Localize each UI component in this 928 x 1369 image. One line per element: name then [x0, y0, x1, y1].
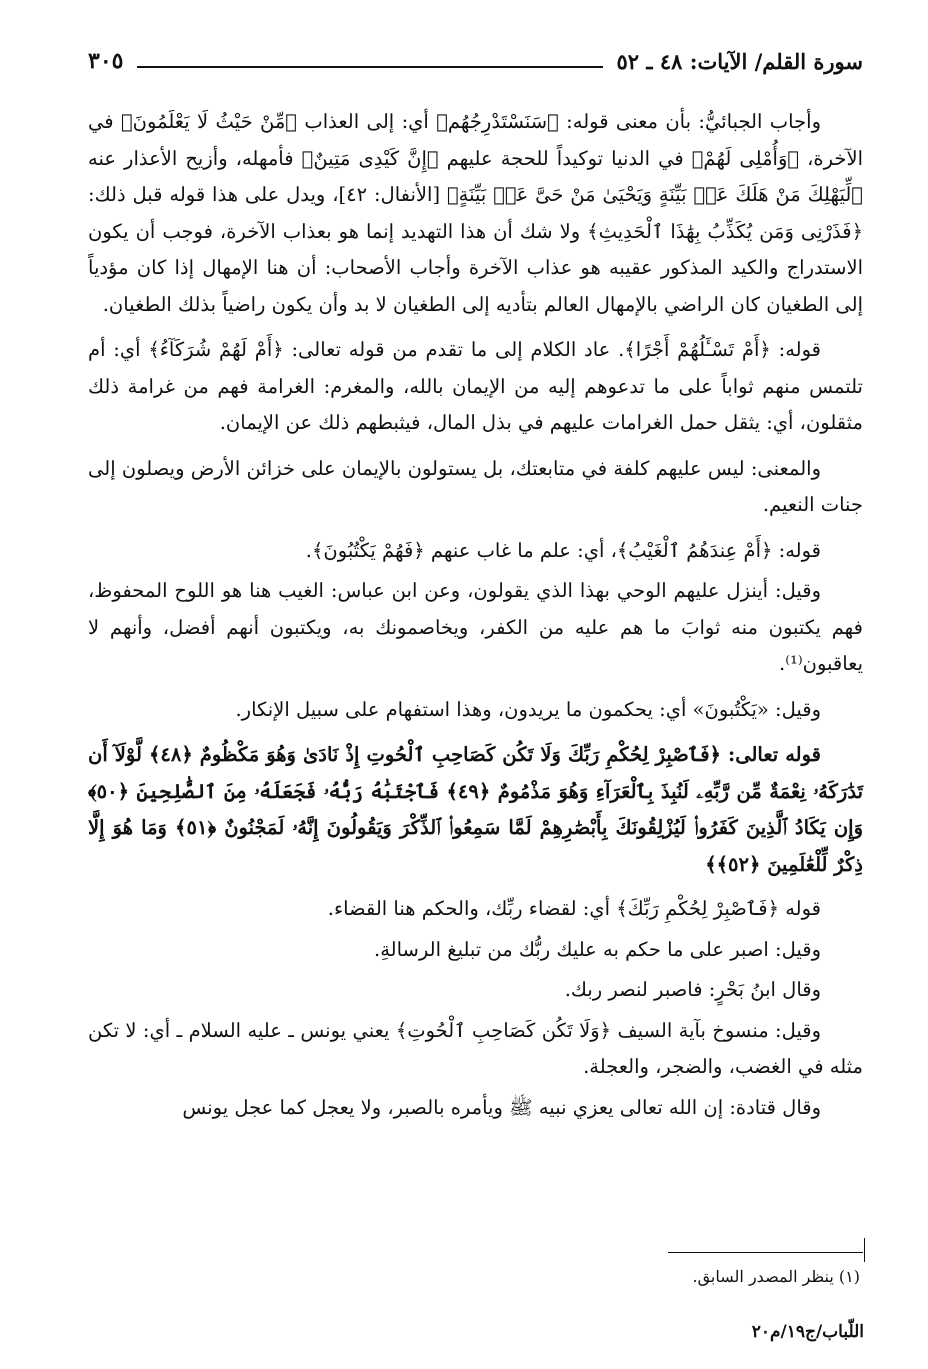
main-text — [88, 104, 863, 1130]
paragraph-6: وقيل: «يَكْتُبونَ» أي: يحكمون ما يريدون، وهذا استفهام على سبيل الإنكار. — [235, 697, 821, 721]
footnote-rule — [668, 1252, 863, 1253]
quran-verse-block: قوله تعالى: ﴿فَٱصْبِرْ لِحُكْمِ رَبِّكَ وَلَا تَكُن كَصَاحِبِ ٱلْحُوتِ إِذْ نَادَىٰ وَهُوَ مَكْظُومٌ ﴿٤٨﴾ لَّوْلَآ أَن تَدَٰرَكَهُۥ نِعْمَةٌ مِّن رَّبِّهِۦ لَنُبِذَ بِٱلْعَرَآءِ وَهُوَ مَذْمُومٌ ﴿٤٩﴾ فَٱجْتَبَٰهُ رَبُّهُۥ فَجَعَلَهُۥ مِنَ ٱلصَّٰلِحِينَ ﴿٥٠﴾ وَإِن يَكَادُ ٱلَّذِينَ كَفَرُوا۟ لَيُزْلِقُونَكَ بِأَبْصَٰرِهِمْ لَمَّا سَمِعُوا۟ ٱلذِّكْرَ وَيَقُولُونَ إِنَّهُۥ لَمَجْنُونٌ ﴿٥١﴾ وَمَا هُوَ إِلَّا ذِكْرٌ لِّلْعَٰلَمِينَ ﴿٥٢﴾﴾ — [88, 743, 863, 876]
paragraph-5: وقيل: أينزل عليهم الوحي بهذا الذي يقولون، وعن ابن عباس: الغيب هنا هو اللوح المحفوظ، فهم يكتبون منه ثوابَ ما هم عليه من الكفر، ويخاصمونك به، ويكتبون أنهم أفضل، وأنهم لا يعاقبون⁽¹⁾. — [88, 579, 863, 675]
paragraph-3: والمعنى: ليس عليهم كلفة في متابعتك، بل يستولون بالإيمان على خزائن الأرض ويصلون إلى جنات النعيم. — [88, 456, 863, 516]
printer-signature: اللّباب/ج١٩/م٢٠ — [751, 1322, 864, 1342]
paragraph-1: وأجاب الجبائيُّ: بأن معنى قوله: ﴿سَنَسْتَدْرِجُهُم﴾ أي: إلى العذاب ﴿مِّنْ حَيْثُ لَا يَعْلَمُونَ﴾ في الآخرة، ﴿وَأُمْلِى لَهُمْ﴾ في الدنيا توكيداً للحجة عليهم ﴿إِنَّ كَيْدِى مَتِينٌ﴾ فأمهله، وأزيح الأعذار عنه ﴿لِّيَهْلِكَ مَنْ هَلَكَ عَنۢ بَيِّنَةٍ وَيَحْيَىٰ مَنْ حَىَّ عَنۢ بَيِّنَةٍ﴾ [الأنفال: ٤٢]، ويدل على هذا قوله قبل ذلك: ﴿فَذَرْنِى وَمَن يُكَذِّبُ بِهَٰذَا ٱلْحَدِيثِ﴾ ولا شك أن هذا التهديد إنما هو بعذاب الآخرة، فوجب أن يكون الاستدراج والكيد المذكور عقيبه هو عذاب الآخرة وأجاب الأصحاب: أن هنا الإمهال إذا كان مؤدياً إلى الطغيان كان الراضي بالإمهال العالم بتأديه إلى الطغيان لا بد وأن يكون راضياً بذلك الطغيان. — [88, 110, 864, 316]
footnote-rule-tick — [864, 1238, 865, 1262]
paragraph-4: قوله: ﴿أَمْ عِندَهُمُ ٱلْغَيْبُ﴾، أي: علم ما غاب عنهم ﴿فَهُمْ يَكْتُبُونَ﴾. — [305, 538, 821, 562]
paragraph-7: قوله ﴿فَٱصْبِرْ لِحُكْمِ رَبِّكَ﴾ أي: لقضاء ربِّك، والحكم هنا القضاء. — [327, 897, 821, 920]
paragraph-11: وقال قتادة: إن الله تعالى يعزي نبيه ﷺ ويأمره بالصبر، ولا يعجل كما عجل يونس — [182, 1095, 821, 1119]
paragraph-8: وقيل: اصبر على ما حكم به عليك ربُّك من تبليغ الرسالةِ. — [374, 937, 821, 961]
page-number: ٣٠٥ — [88, 48, 124, 74]
paragraph-9: وقال ابنُ بَحْرٍ: فاصبر لنصر ربك. — [564, 978, 821, 1001]
paragraph-2: قوله: ﴿أَمْ تَسْـَٔلُهُمْ أَجْرًا﴾. عاد الكلام إلى ما تقدم من قوله تعالى: ﴿أَمْ لَهُمْ شُرَكَآءُ﴾ أي: أم تلتمس منهم ثواباً على ما تدعوهم إليه من الإيمان بالله، والمغرم: الغرامة فهم من غرامة ذلك مثقلون، أي: يثقل حمل الغرامات عليهم في بذل المال، فيثبطهم ذلك عن الإيمان. — [88, 338, 863, 434]
running-title: سورة القلم/ الآيات: ٤٨ ـ ٥٢ — [616, 48, 863, 74]
running-header — [88, 44, 863, 78]
paragraph-10: وقيل: منسوخ بآية السيف ﴿وَلَا تَكُن كَصَاحِبِ ٱلْحُوتِ﴾ يعني يونس ـ عليه السلام ـ أي: لا تكن مثله في الغضب، والضجر، والعجلة. — [88, 1018, 863, 1078]
footnote: (١) ينظر المصدر السابق. — [692, 1267, 860, 1286]
header-rule — [137, 66, 602, 68]
